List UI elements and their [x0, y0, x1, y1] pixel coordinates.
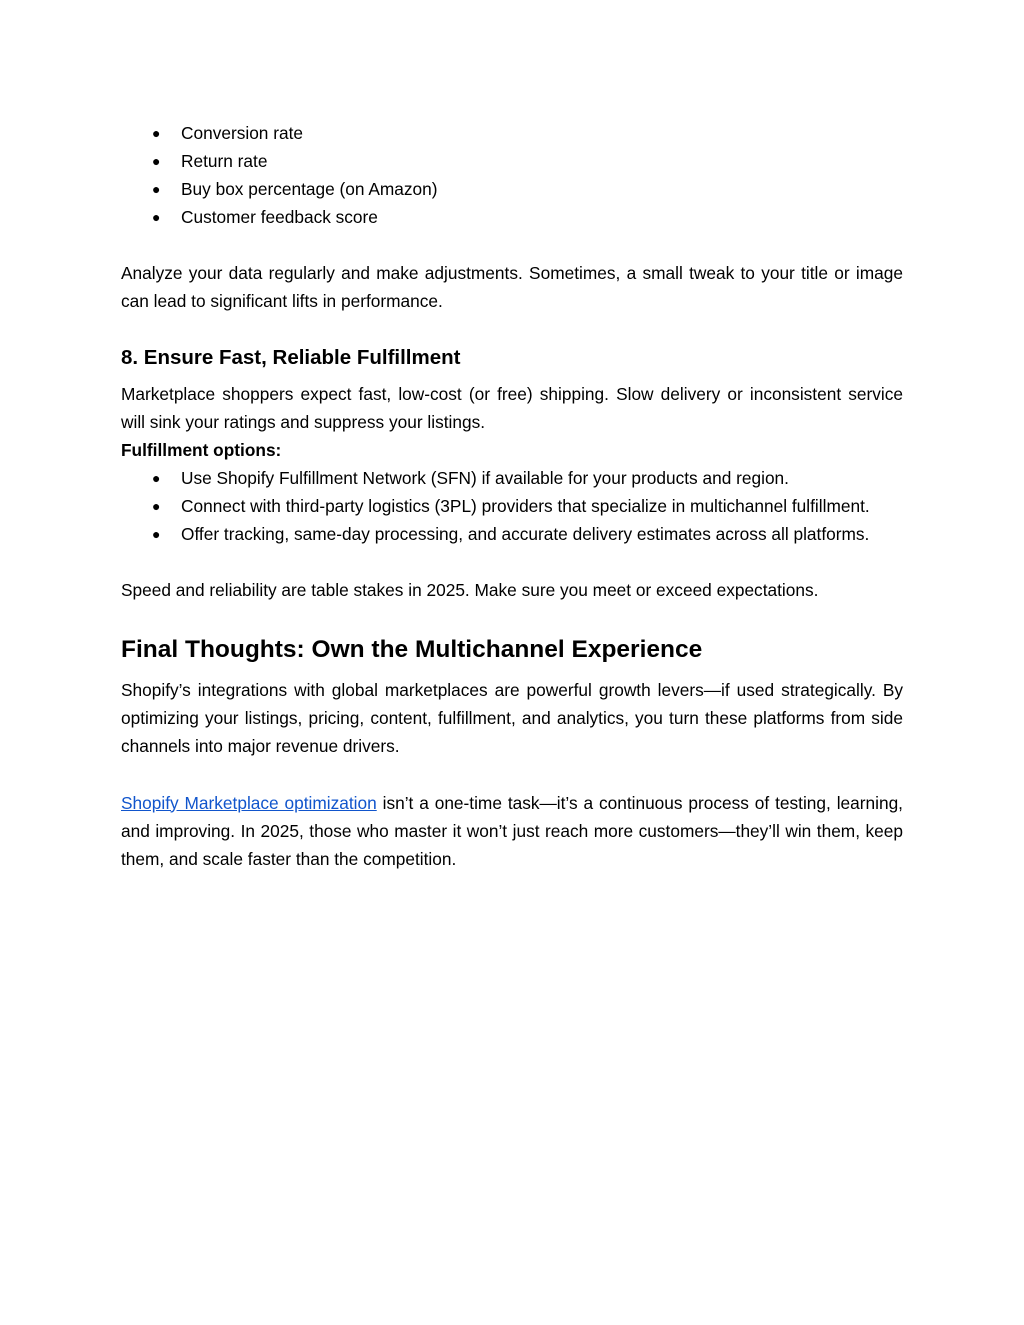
document-page: [121, 119, 903, 873]
fulfillment-options-list: [121, 464, 903, 548]
shopify-marketplace-optimization-link[interactable]: Shopify Marketplace optimization: [121, 792, 377, 813]
bullet-icon: ●: [152, 497, 161, 514]
analyze-paragraph: Analyze your data regularly and make adjustments. Sometimes, a small tweak to your title or image can lead to significant lifts in performance.: [121, 263, 903, 312]
final-paragraph-1: Shopify’s integrations with global marketplaces are powerful growth levers—if used strategically. By optimizing your listings, pricing, content, fulfillment, and analytics, you turn these platforms from side channels into major revenue drivers.: [121, 680, 903, 757]
list-item: ● Offer tracking, same-day processing, and accurate delivery estimates across all platforms.: [121, 520, 903, 548]
list-item: ● Customer feedback score: [121, 203, 903, 231]
section-8-heading: 8. Ensure Fast, Reliable Fulfillment: [121, 345, 461, 369]
list-item: ● Use Shopify Fulfillment Network (SFN) if available for your products and region.: [121, 464, 903, 492]
final-paragraph-2-text: isn’t a one-time task—it’s a continuous process of testing, learning, and improving. In 2025, those who master it won’t just reach more customers—they’ll win them, keep them, and scale faster than the competition.: [121, 792, 903, 869]
metrics-list: [121, 119, 903, 231]
section-8-closing: Speed and reliability are table stakes in 2025. Make sure you meet or exceed expectations.: [121, 580, 819, 601]
section-8-intro: Marketplace shoppers expect fast, low-cost (or free) shipping. Slow delivery or inconsistent service will sink your ratings and suppress your listings.: [121, 383, 903, 432]
bullet-icon: ●: [152, 526, 161, 543]
list-item: ● Conversion rate: [121, 119, 903, 147]
final-thoughts-heading: Final Thoughts: Own the Multichannel Experience: [121, 636, 703, 664]
list-item: ● Return rate: [121, 147, 903, 175]
bullet-icon: ●: [152, 125, 161, 141]
final-paragraph-2: [121, 789, 903, 873]
list-item: ● Buy box percentage (on Amazon): [121, 175, 903, 203]
bullet-icon: ●: [152, 209, 161, 226]
fulfillment-options-label: Fulfillment options:: [121, 439, 282, 460]
bullet-icon: ●: [152, 181, 161, 198]
list-item: ● Connect with third-party logistics (3PL) providers that specialize in multichannel fulfillment.: [121, 492, 903, 520]
bullet-icon: ●: [152, 153, 161, 170]
bullet-icon: ●: [152, 469, 161, 486]
